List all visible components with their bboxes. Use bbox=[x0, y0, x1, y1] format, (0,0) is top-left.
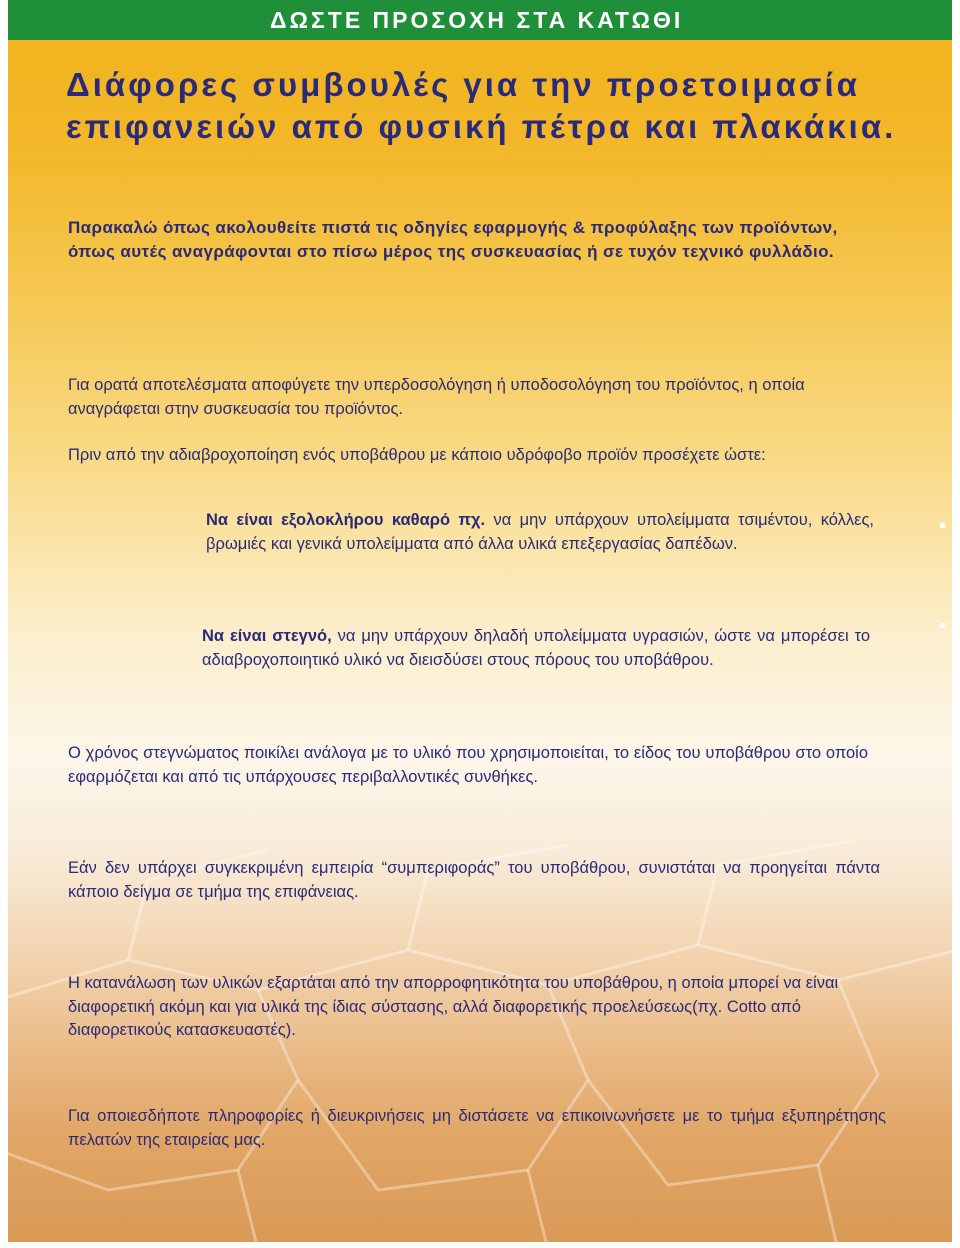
drying-time-paragraph: Ο χρόνος στεγνώματος ποικίλει ανάλογα με το υλικό που χρησιμοποιείται, το είδος του υποβάθρου στο οποίο εφαρμόζεται και από τις υπάρχουσες περιβαλλοντικές συνθήκες. bbox=[68, 744, 868, 786]
dosage-paragraph: Για ορατά αποτελέσματα αποφύγετε την υπερδοσολόγηση ή υποδοσολόγηση του προϊόντος, η οποία αναγράφεται στην συσκευασία του προϊόντος. bbox=[68, 376, 805, 418]
header-title: ΔΩΣΤΕ ΠΡΟΣΟΧΗ ΣΤΑ ΚΑΤΩΘΙ bbox=[270, 7, 684, 33]
document-page bbox=[8, 0, 952, 1242]
bullet-clean-text: να μην υπάρχουν υπολείμματα τσιμέντου, κόλλες, βρωμιές και γενικά υπολείμματα από άλλα υλικά επεξεργασίας δαπέδων. bbox=[206, 511, 874, 553]
bullet-marker bbox=[940, 623, 945, 628]
bullet-dry bbox=[202, 625, 870, 672]
header-bar bbox=[8, 0, 952, 40]
experience-paragraph: Εάν δεν υπάρχει συγκεκριμένη εμπειρία “συμπεριφοράς” του υποβάθρου, συνιστάται να προηγείται πάντα κάποιο δείγμα σε τμήμα της επιφάνειας. bbox=[68, 859, 880, 901]
bullet-dry-bold: Να είναι στεγνό, bbox=[202, 627, 332, 645]
page-title-line-1: Διάφορες συμβουλές για την προετοιμασία bbox=[66, 66, 860, 103]
honeycomb-background bbox=[8, 0, 952, 1242]
bullet-clean-bold: Να είναι εξολοκλήρου καθαρό πχ. bbox=[206, 511, 486, 529]
before-waterproofing-paragraph: Πριν από την αδιαβροχοποίηση ενός υποβάθρου με κάποιο υδρόφοβο προϊόν προσέχετε ώστε: bbox=[68, 446, 766, 464]
contact-paragraph: Για οποιεσδήποτε πληροφορίες ή διευκρινήσεις μη διστάσετε να επικοινωνήσετε με το τμήμα εξυπηρέτησης πελατών της εταιρείας μας. bbox=[68, 1107, 886, 1149]
bullet-clean bbox=[206, 509, 874, 556]
bullet-marker bbox=[940, 523, 945, 528]
consumption-paragraph: Η κατανάλωση των υλικών εξαρτάται από την απορροφητικότητα του υποβάθρου, η οποία μπορεί να είναι διαφορετική ακόμη και για υλικά της ίδιας σύστασης, αλλά διαφορετικής προελεύσεως(πχ. Cotto από διαφορετικούς κατασκευαστές). bbox=[68, 974, 839, 1039]
page-title bbox=[66, 64, 946, 148]
page-title-line-2: επιφανειών από φυσική πέτρα και πλακάκια. bbox=[66, 108, 897, 145]
bullet-dry-text: να μην υπάρχουν δηλαδή υπολείμματα υγρασιών, ώστε να μπορέσει το αδιαβροχοποιητικό υλικό να διεισδύσει στους πόρους του υποβάθρου. bbox=[202, 627, 870, 669]
intro-paragraph: Παρακαλώ όπως ακολουθείτε πιστά τις οδηγίες εφαρμογής & προφύλαξης των προϊόντων, όπως αυτές αναγράφονται στο πίσω μέρος της συσκευασίας ή σε τυχόν τεχνικό φυλλάδιο. bbox=[68, 218, 838, 261]
